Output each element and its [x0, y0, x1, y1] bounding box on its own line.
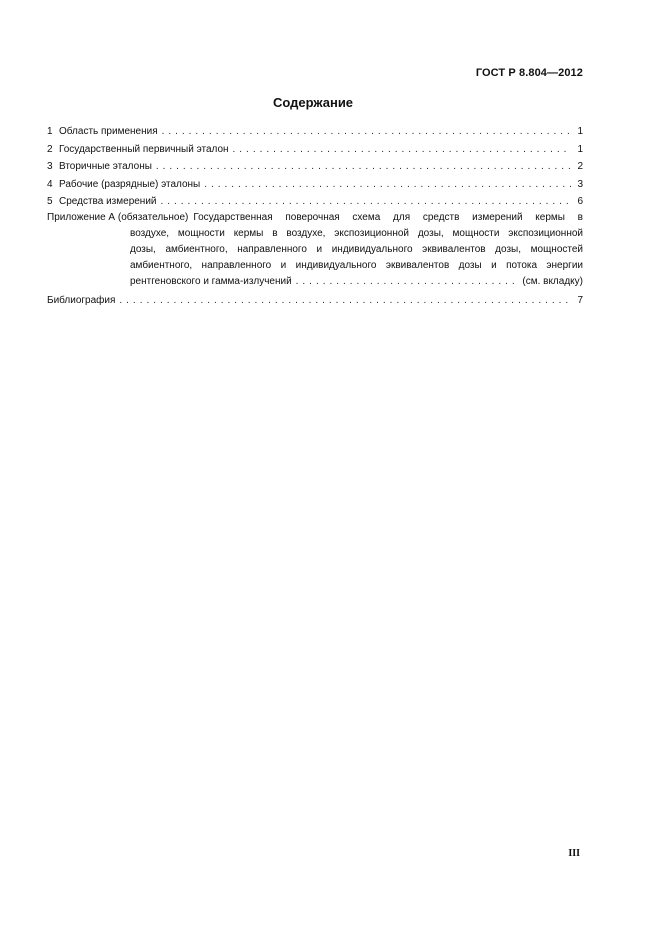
toc-item-number: 5 — [47, 196, 53, 207]
document-code-header: ГОСТ Р 8.804—2012 — [475, 67, 583, 79]
toc-item-bibliography[interactable] — [47, 295, 583, 307]
toc-item-label: Вторичные эталоны — [59, 161, 152, 172]
appendix-title-line-2: воздухе, мощности кермы в воздухе, экспозиционной дозы, мощности экспозиционной — [130, 228, 583, 239]
toc-item-page: 1 — [577, 126, 583, 137]
toc-item-number: 3 — [47, 161, 53, 172]
appendix-title-line-1: Государственная поверочная схема для средств измерений кермы в — [193, 212, 583, 223]
toc-item-1[interactable] — [47, 126, 583, 138]
toc-leader-dots — [296, 274, 519, 290]
toc-item-label: Область применения — [59, 126, 158, 137]
footer-page-number: III — [568, 848, 580, 859]
toc-item-4[interactable] — [47, 179, 583, 191]
appendix-page: (см. вкладку) — [522, 276, 583, 287]
toc-title: Содержание — [272, 95, 354, 110]
toc-item-page: 1 — [577, 143, 583, 155]
toc-leader-dots — [161, 196, 571, 208]
toc-item-page: 2 — [577, 161, 583, 172]
toc-item-label: Государственный первичный эталон — [59, 143, 229, 155]
toc-item-page: 3 — [577, 178, 583, 190]
appendix-title-line-3: дозы, амбиентного, направленного и индивидуального эквивалентов дозы, мощностей — [130, 244, 583, 255]
toc-item-label: Библиография — [47, 295, 116, 306]
toc-item-number: 1 — [47, 126, 53, 137]
toc-leader-dots — [162, 126, 571, 138]
toc-item-5[interactable] — [47, 196, 583, 208]
toc-leader-dots — [204, 179, 571, 191]
toc-leader-dots — [156, 161, 571, 173]
appendix-prefix: Приложение А (обязательное) — [47, 212, 189, 223]
toc-item-3[interactable] — [47, 161, 583, 173]
table-of-contents — [47, 126, 583, 313]
toc-item-label: Средства измерений — [59, 196, 157, 207]
toc-item-label: Рабочие (разрядные) эталоны — [59, 178, 201, 190]
toc-item-page: 6 — [577, 196, 583, 207]
toc-item-2[interactable] — [47, 144, 583, 156]
toc-item-appendix-a[interactable] — [47, 210, 583, 290]
toc-leader-dots — [119, 295, 571, 307]
toc-item-number: 4 — [47, 178, 53, 190]
appendix-title-line-4: амбиентного, направленного и индивидуального эквивалентов дозы и потока энергии — [130, 260, 583, 271]
toc-item-page: 7 — [577, 295, 583, 306]
toc-leader-dots — [233, 144, 571, 156]
toc-item-number: 2 — [47, 143, 53, 155]
appendix-title-line-5: рентгеновского и гамма-излучений — [130, 276, 292, 287]
